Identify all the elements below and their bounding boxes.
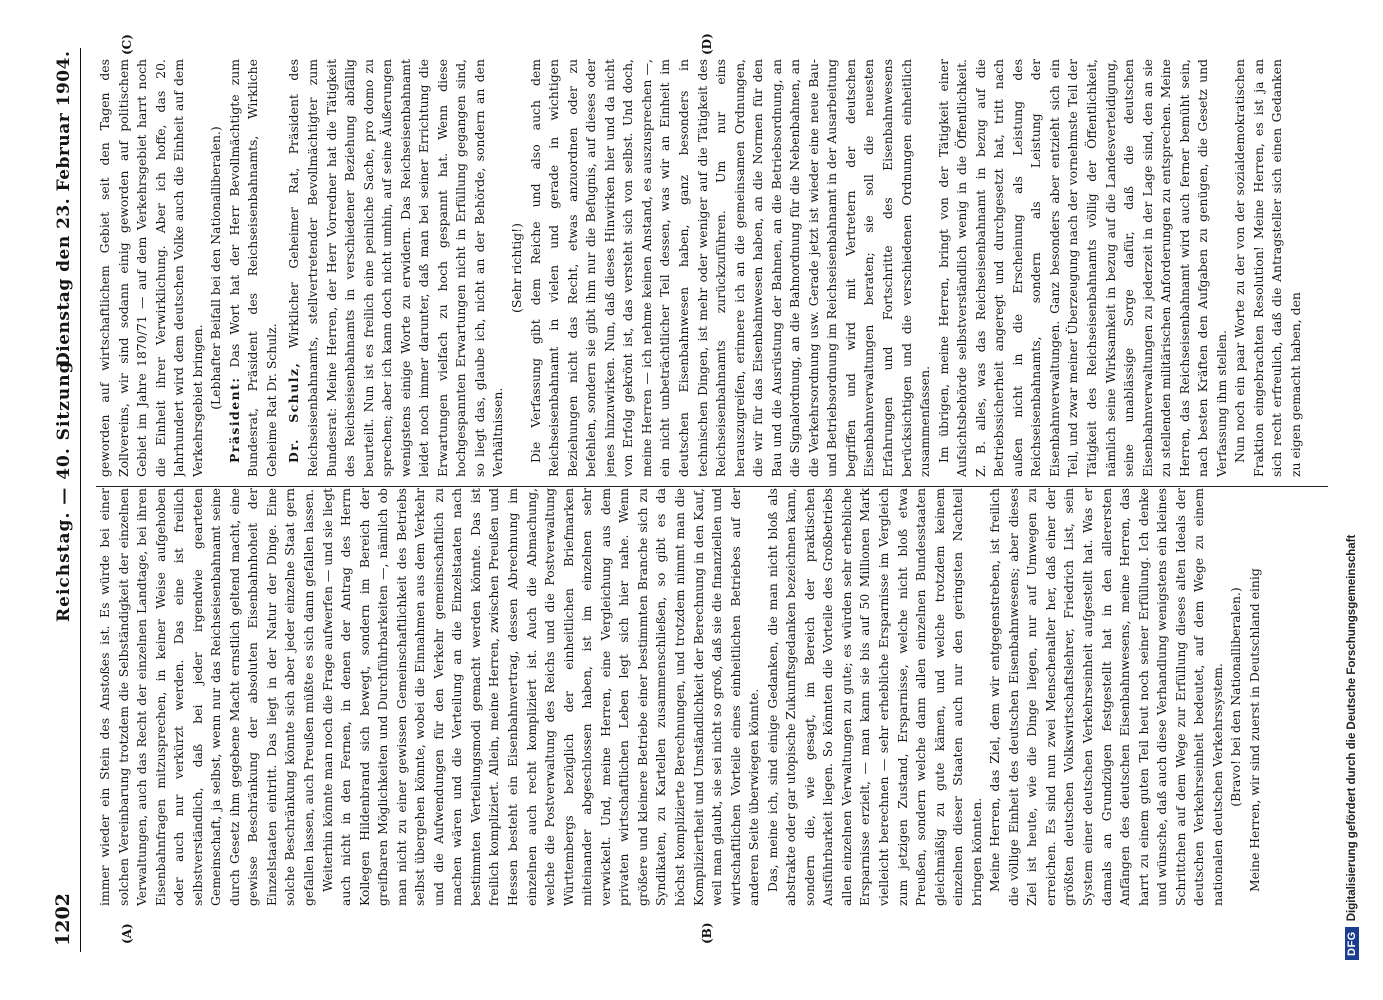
credit-text: Digitalisierung gefördert durch die Deutsche Forschungsgemeinschaft: [1346, 534, 1358, 922]
page-number: 1202: [52, 893, 74, 946]
speaker-paragraph: [285, 59, 508, 477]
speaker-name: Dr. Schulz,: [286, 361, 302, 463]
speech-text: Das Wort hat der Herr Bevollmächtigte zum Bundesrat, Präsident des Reichseisenbahnamts, Wirkliche Geheime Rat Dr. Schulz.: [226, 59, 279, 477]
paragraph: Meine Herren, das Ziel, dem wir entgegenstreben, ist freilich die völlige Einheit des deutschen Eisenbahnwesens; aber dieses Ziel ist heute, wie die Dinge liegen, nur auf Umwegen zu erreichen. Es sind nun zwei Menschenalter her, daß einer der größten deutschen Volkswirtschaftslehrer, Friedrich List, sein System einer deutschen Verkehrseinheit aufgestellt hat. Was er damals an Grundzügen festgestellt hat in den allerersten Anfängen des deutschen Eisenbahnwesens, meine Herren, das harrt zu einem guten Teil heut noch seiner Erfüllung. Ich denke und wünsche, daß auch diese Verhandlung wenigstens ein kleines Schrittchen auf dem Wege zur Erfüllung dieses alten Ideals der deutschen Verkehrseinheit bedeutet, auf dem Wege zu einem nationalen deutschen Verkehrssystem.: [987, 488, 1225, 906]
paragraph: Die Verfassung gibt dem Reiche und also auch dem Reichseisenbahnamt in vielen und gerade in wichtigen Beziehungen nicht das Recht, etwas anzuordnen oder zu befehlen, sondern sie gibt ihm nur die Befugnis, auf dieses oder jenes hinzuwirken. Nun, daß dieses Hinwirken hier und da nicht von Erfolg gekrönt ist, das versteht sich von selbst. Und doch, meine Herren — ich nehme keinen Anstand, es auszusprechen —, ein nicht unbeträchtlicher Teil dessen, was wir an Einheit im deutschen Eisenbahnwesen haben, ganz besonders in technischen Dingen, ist mehr oder weniger auf die Tätigkeit des Reichseisenbahnamts zurückzuführen. Um nur eins herauszugreifen, erinnere ich an die gemeinsamen Ordnungen, die wir für das Eisenbahnwesen haben, an die Normen für den Bau und die Ausrüstung der Bahnen, an die Betriebsordnung, an die Signalordnung, an die Bahnordnung für die Nebenbahnen, an die Verkehrsordnung usw. Gerade jetzt ist wieder eine neue Bau- und Betriebsordnung im Reichseisenbahnamt in der Ausarbeitung begriffen und wird mit Vertretern der deutschen Eisenbahnverwaltungen beraten; sie soll die neuesten Erfahrungen und Fortschritte des Eisenbahnwesens berücksichtigen und die verschiedenen Ordnungen einheitlich zusammenfassen.: [527, 59, 933, 477]
header-title-left: Reichstag. — 40. Sitzung.: [54, 353, 74, 622]
header-title-right: Dienstag den 23. Februar 1904.: [54, 50, 74, 367]
paragraph: Im übrigen, meine Herren, bringt von der Tätigkeit einer Aufsichtsbehörde selbstverständlich wenig in die Öffentlichkeit. Z. B. alles, was das Reichseisenbahnamt in bezug auf die Betriebssicherheit angeregt und durchgesetzt hat, tritt nach außen nicht in die Erscheinung als Leistung des Reichseisenbahnamts, sondern als Leistung der Eisenbahnverwaltungen. Ganz besonders aber entzieht sich ein Teil, und zwar meiner Überzeugung nach der vornehmste Teil der Tätigkeit des Reichseisenbahnamts völlig der Öffentlichkeit, nämlich seine Wirksamkeit in bezug auf die Landesverteidigung, seine unablässige Sorge dafür, daß die deutschen Eisenbahnverwaltungen zu jederzeit in der Lage sind, den an sie zu stellenden militärischen Anforderungen zu entsprechen. Meine Herren, das Reichseisenbahnamt wird auch ferner bemüht sein, nach besten Kräften den Aufgaben zu genügen, die Gesetz und Verfassung ihm stellen.: [935, 59, 1229, 477]
margin-mark-a: (A): [120, 923, 134, 944]
paragraph: Meine Herren, wir sind zuerst in Deutschland einig: [1246, 568, 1262, 892]
speaker-name: Präsident:: [226, 376, 242, 463]
paragraph: immer wieder ein Stein des Anstoßes ist. Es würde bei einer solchen Vereinbarung trotzdem die Selbständigkeit der einzelnen Verwaltungen, auch das Recht der einzelnen Landtage, bei ihren Eisenbahnfragen mitzusprechen, in keiner Weise aufgehoben oder auch nur verkürzt werden. Das eine ist freilich selbstverständlich, daß bei jeder irgendwie gearteten Gemeinschaft, ja selbst, wenn nur das Reichseisenbahnamt seine durch Gesetz ihm gegebene Macht ernstlich geltend macht, eine gewisse Beschränkung der absoluten Eisenbahnhoheit der Einzelstaaten eintritt. Das liegt in der Natur der Dinge. Eine solche Beschränkung könnte sich aber jeder einzelne Staat gern gefallen lassen, auch Preußen müßte es sich dann gefallen lassen.: [97, 488, 317, 906]
paragraph: Weiterhin könnte man noch die Frage aufwerfen — und sie liegt auch nicht in den Fernen, in denen der Antrag des Herrn Kollegen Hildenbrand sich bewegt, sondern im Bereich der greifbaren Möglichkeiten und Durchführbarkeiten —, nämlich ob man nicht zu einer gewissen Gemeinschaftlichkeit des Betriebs selbst übergehen könnte, wobei die Einnahmen aus dem Verkehr und die Aufwendungen für den Verkehr gemeinschaftlich zu machen wären und die Verteilung an die Einzelstaaten nach bestimmten Verteilungsmodi gemacht werden könnte. Das ist freilich kompliziert. Allein, meine Herren, zwischen Preußen und Hessen besteht ein Eisenbahnvertrag, dessen Abrechnung im einzelnen auch recht kompliziert ist. Auch die Abmachung, welche die Postverwaltung des Reichs und die Postverwaltung Württembergs bezüglich der einheitlichen Briefmarken miteinander abgeschlossen haben, ist im einzelnen sehr verwickelt. Und, meine Herren, eine Vergleichung aus dem privaten wirtschaftlichen Leben legt sich hier nahe. Wenn größere und kleinere Betriebe einer bestimmten Branche sich zu Syndikaten, zu Kartellen zusammenschließen, so gibt es da höchst komplizierte Berechnungen, und trotzdem nimmt man die Kompliziertheit und Umständlichkeit der Berechnung in den Kauf, weil man glaubt, sie sei nicht so groß, daß sie die finanziellen und wirtschaftlichen Vorteile eines einheitlichen Betriebes auf der anderen Seite überwiegen könnte.: [319, 488, 762, 906]
margin-mark-d: (D): [700, 33, 714, 55]
left-column: [96, 488, 1331, 906]
applause-note: (Lebhafter Beifall bei den Nationalliberalen.): [208, 126, 224, 410]
applause-note: (Bravo! bei den Nationalliberalen.): [1228, 587, 1244, 807]
right-column: [96, 59, 1331, 477]
dfg-badge: DFG: [1345, 927, 1359, 960]
margin-mark-b: (B): [700, 922, 714, 944]
applause-note: (Sehr richtig!): [509, 223, 525, 313]
running-header: [42, 48, 81, 952]
digitization-credit: [1345, 40, 1373, 960]
paragraph: geworden auf wirtschaftlichem Gebiet seit den Tagen des Zollvereins, wir sind sodann einig geworden auf politischem Gebiet im Jahre 1870/71 — auf dem Verkehrsgebiet harrt noch die Einheit ihrer Verwirklichung. Aber ich hoffe, das 20. Jahrhundert wird dem deutschen Volke auch die Einheit auf dem Verkehrsgebiet bringen.: [97, 59, 205, 477]
speech-text: Wirklicher Geheimer Rat, Präsident des Reichseisenbahnamts, stellvertretender Bevollmächtigter zum Bundesrat: Meine Herren, der Herr Vorredner hat die Tätigkeit des Reichseisenbahnamts in verschiedener Beziehung abfällig beurteilt. Nun ist es freilich eine peinliche Sache, pro domo zu sprechen; aber ich kann doch nicht umhin, auf seine Äußerungen wenigstens einige Worte zu erwidern. Das Reichseisenbahnamt leidet noch immer darunter, daß man bei seiner Errichtung die Erwartungen vielfach zu hoch gespannt hat. Wenn diese hochgespannten Erwartungen nicht in Erfüllung gegangen sind, so liegt das, glaube ich, nicht an der Behörde, sondern an den Verhältnissen.: [286, 59, 506, 477]
paragraph: Das, meine ich, sind einige Gedanken, die man nicht bloß als abstrakte oder gar utopische Zukunftsgedanken bezeichnen kann, sondern die, wie gesagt, im Bereich der praktischen Ausführbarkeit liegen. So könnten die Vorteile des Großbetriebs allen einzelnen Verwaltungen zu gute; es würden sehr erhebliche Ersparnisse erzielt, — man kann sie bis auf 50 Millionen Mark vielleicht berechnen — sehr erhebliche Ersparnisse im Vergleich zum jetzigen Zustand, Ersparnisse, welche nicht bloß etwa Preußen, sondern welche dann allen einzelnen Bundesstaaten gleichmäßig zu gute kämen, und welche trotzdem keinem einzelnen dieser Staaten auch nur den geringsten Nachteil bringen könnten.: [764, 488, 984, 906]
paragraph: Nun noch ein paar Worte zu der von der sozialdemokratischen Fraktion eingebrachten Resolution! Meine Herren, es ist ja an sich recht erfreulich, daß die Antragsteller sich einen Gedanken zu eigen gemacht haben, den: [1232, 59, 1303, 477]
margin-mark-c: (C): [120, 34, 134, 55]
column-divider: [96, 486, 1328, 487]
speaker-paragraph: [226, 59, 282, 477]
